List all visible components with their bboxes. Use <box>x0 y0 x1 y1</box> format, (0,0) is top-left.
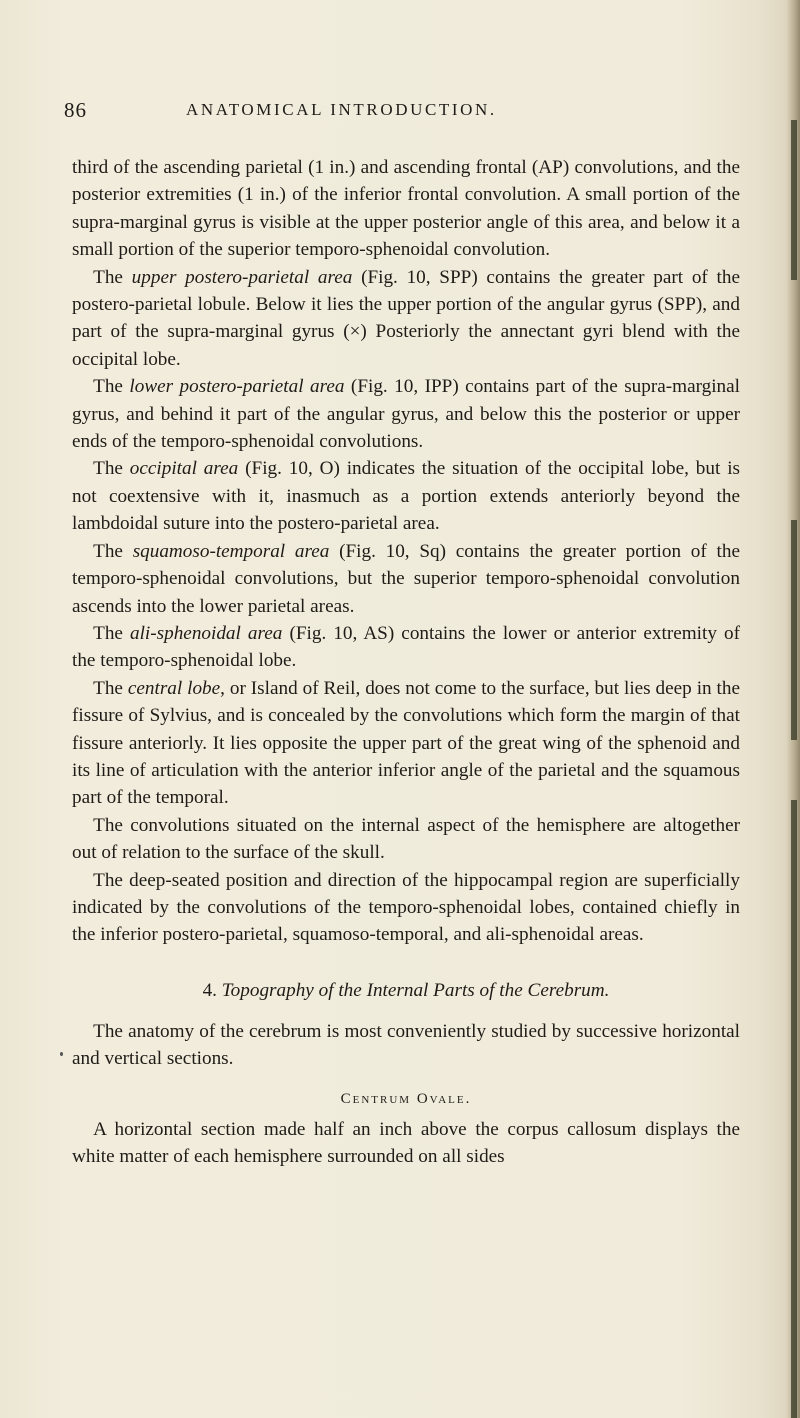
paragraph-occipital <box>72 455 740 537</box>
page-edge-mark <box>791 520 797 740</box>
body-text <box>72 154 740 1170</box>
paragraph-central-lobe <box>72 675 740 812</box>
page-edge-mark <box>791 800 797 1418</box>
print-speck <box>60 1052 63 1056</box>
section-number: 4. <box>202 979 222 1001</box>
paragraph-internal-convolutions: The convolutions situated on the internal aspect of the hemisphere are altogether out of relation to the surface of the skull. <box>72 814 740 864</box>
page-number: 86 <box>64 98 87 122</box>
term-lower-postero-parietal-area: lower postero-parietal area <box>129 376 345 398</box>
subsection-heading: Centrum Ovale. <box>340 1090 472 1107</box>
paragraph-lead: The <box>93 677 128 699</box>
paragraph-lead: The <box>93 266 132 288</box>
paragraph-anatomy-sections: The anatomy of the cerebrum is most conveniently studied by successive horizontal and vertical sections. <box>72 1020 740 1070</box>
section-title: Topography of the Internal Parts of the Cerebrum. <box>221 979 610 1001</box>
paragraph-rest: (Fig. 10, AS) contains the lower or anterior extremity of the temporo-sphenoidal lobe. <box>72 622 740 672</box>
paragraph-continuation: third of the ascending parietal (1 in.) and ascending frontal (AP) convolutions, and the posterior extremities (1 in.) of the inferior frontal convolution. A small portion of the supra-marginal gyrus is visible at the upper posterior angle of this area, and below it a small portion of the superior temporo-sphenoidal convolution. <box>72 157 740 261</box>
paragraph-lead: The <box>93 458 130 480</box>
paragraph-lower-postero-parietal <box>72 373 740 455</box>
paragraph-ali-sphenoidal <box>72 620 740 675</box>
paragraph-rest: (Fig. 10, SPP) contains the greater part of the postero-parietal lobule. Below it lies the upper portion of the angular gyrus (SPP), and part of the supra-marginal gyrus (×) Posteriorly the annectant gyri blend with the occipital lobe. <box>72 266 740 370</box>
paragraph-rest: , or Island of Reil, does not come to the surface, but lies deep in the fissure of Sylvius, and is concealed by the convolutions which form the margin of that fissure anteriorly. It lies opposite the upper part of the great wing of the sphenoid and its line of articulation with the anterior inferior angle of the parietal and the squamous part of the temporal. <box>72 677 740 809</box>
page-edge-mark <box>791 120 797 280</box>
term-occipital-area: occipital area <box>129 458 239 480</box>
paragraph-rest: (Fig. 10, Sq) contains the greater portion of the temporo-sphenoidal convolutions, but the superior temporo-sphenoidal convolution ascends into the lower parietal areas. <box>72 540 740 617</box>
running-head: ANATOMICAL INTRODUCTION. <box>186 100 497 119</box>
paragraph-lead: The <box>93 540 133 562</box>
term-central-lobe: central lobe <box>127 677 221 699</box>
paragraph-horizontal-section: A horizontal section made half an inch above the corpus callosum displays the white matter of each hemisphere surrounded on all sides <box>72 1118 740 1167</box>
paragraph-upper-postero-parietal <box>72 264 740 374</box>
page-header <box>64 98 714 124</box>
paragraph-squamoso-temporal <box>72 538 740 620</box>
section-heading <box>72 977 740 1004</box>
paragraph-rest: (Fig. 10, IPP) contains part of the supra-marginal gyrus, and behind it part of the angular gyrus, and below this the posterior or upper ends of the temporo-sphenoidal convolutions. <box>72 376 740 453</box>
term-ali-sphenoidal-area: ali-sphenoidal area <box>130 622 283 644</box>
term-squamoso-temporal-area: squamoso-temporal area <box>132 540 330 562</box>
paragraph-rest: (Fig. 10, O) indicates the situation of the occipital lobe, but is not coextensive with it, inasmuch as a portion extends anteriorly beyond the lambdoidal suture into the postero-parietal area. <box>72 458 740 535</box>
term-upper-postero-parietal-area: upper postero-parietal area <box>131 266 353 288</box>
paragraph-hippocampal-region: The deep-seated position and direction of the hippocampal region are superficially indicated by the convolutions of the temporo-sphenoidal lobes, contained chiefly in the inferior postero-parietal, squamoso-temporal, and ali-sphenoidal areas. <box>72 869 740 946</box>
paragraph-lead: The <box>93 376 130 398</box>
paragraph-lead: The <box>93 622 130 644</box>
